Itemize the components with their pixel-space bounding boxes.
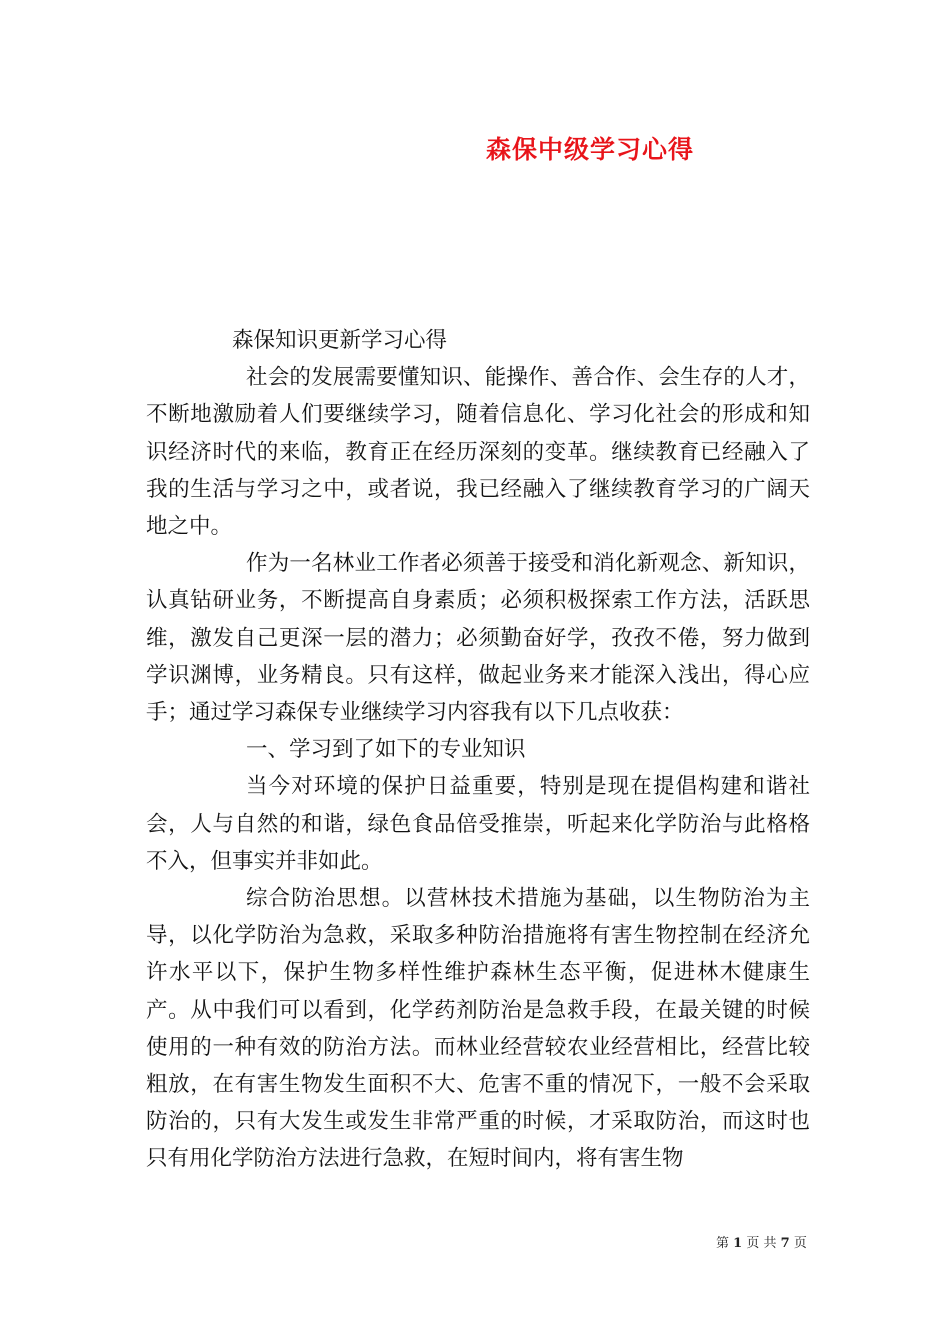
footer-current-page: 1	[733, 1236, 743, 1251]
footer-prefix: 第	[716, 1236, 730, 1251]
footer-suffix: 页	[793, 1236, 807, 1251]
paragraph-2: 作为一名林业工作者必须善于接受和消化新观念、新知识，认真钻研业务，不断提高自身素质；必须积极探索工作方法，活跃思维，激发自己更深一层的潜力；必须勤奋好学，孜孜不倦，努力做到学识渊博，业务精良。只有这样，做起业务来才能深入浅出，得心应手；通过学习森保专业继续学习内容我有以下几点收获：	[146, 551, 810, 726]
paragraph-3: 当今对环境的保护日益重要，特别是现在提倡构建和谐社会，人与自然的和谐，绿色食品倍受推崇，听起来化学防治与此格格不入，但事实并非如此。	[146, 774, 810, 874]
section-heading: 一、学习到了如下的专业知识	[246, 737, 526, 763]
page-number-footer	[716, 1235, 807, 1253]
page-title: 森保中级学习心得	[485, 135, 694, 164]
footer-total-pages: 7	[780, 1236, 790, 1251]
paragraph-4: 综合防治思想。以营林技术措施为基础，以生物防治为主导，以化学防治为急救，采取多种防治措施将有害生物控制在经济允许水平以下，保护生物多样性维护森林生态平衡，促进林木健康生产。从中我们可以看到，化学药剂防治是急救手段，在最关键的时候使用的一种有效的防治方法。而林业经营较农业经营相比，经营比较粗放，在有害生物发生面积不大、危害不重的情况下，一般不会采取防治的，只有大发生或发生非常严重的时候，才采取防治，而这时也只有用化学防治方法进行急救，在短时间内，将有害生物	[146, 886, 810, 1172]
footer-middle: 页 共	[746, 1236, 777, 1251]
document-body	[146, 322, 810, 1178]
paragraph-1: 社会的发展需要懂知识、能操作、善合作、会生存的人才，不断地激励着人们要继续学习，随着信息化、学习化社会的形成和知识经济时代的来临，教育正在经历深刻的变革。继续教育已经融入了我的生活与学习之中，或者说，我已经融入了继续教育学习的广阔天地之中。	[146, 365, 810, 540]
subtitle: 森保知识更新学习心得	[232, 328, 448, 353]
